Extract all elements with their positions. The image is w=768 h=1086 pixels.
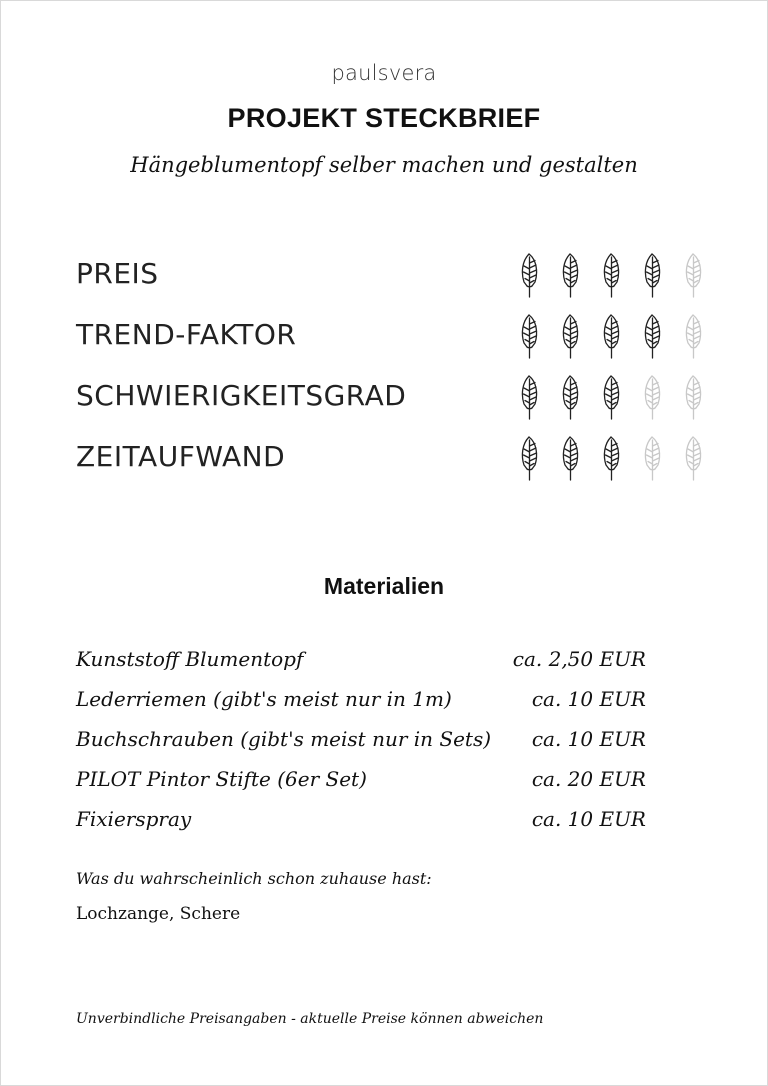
feather-icon bbox=[598, 251, 624, 299]
material-price: ca. 10 EUR bbox=[531, 807, 646, 831]
page-subtitle: Hängeblumentopf selber machen und gestalten bbox=[130, 153, 638, 177]
material-price: ca. 2,50 EUR bbox=[512, 647, 646, 671]
feather-icon bbox=[639, 251, 665, 299]
feather-icon bbox=[516, 373, 542, 421]
material-item bbox=[76, 687, 646, 719]
rating-row-zeitaufwand bbox=[76, 434, 716, 482]
rating-row-preis bbox=[76, 251, 716, 299]
page-title: PROJEKT STECKBRIEF bbox=[227, 103, 541, 133]
material-item bbox=[76, 807, 646, 839]
material-item bbox=[76, 727, 646, 759]
material-price: ca. 10 EUR bbox=[531, 727, 646, 751]
materials-heading: Materialien bbox=[323, 573, 445, 599]
rating-row-schwierigkeitsgrad bbox=[76, 373, 716, 421]
rating-label: PREIS bbox=[76, 257, 159, 290]
brand-name: paulsvera bbox=[331, 61, 437, 85]
rating-row-trend-faktor bbox=[76, 312, 716, 360]
feather-icon-empty bbox=[639, 373, 665, 421]
material-price: ca. 20 EUR bbox=[531, 767, 646, 791]
feather-icon bbox=[557, 434, 583, 482]
feather-icon-empty bbox=[639, 434, 665, 482]
price-disclaimer: Unverbindliche Preisangaben - aktuelle Preise können abweichen bbox=[76, 1011, 544, 1027]
material-item bbox=[76, 767, 646, 799]
feather-icon-empty bbox=[680, 312, 706, 360]
feather-icon-empty bbox=[680, 373, 706, 421]
material-item bbox=[76, 647, 646, 679]
feather-icon-empty bbox=[680, 251, 706, 299]
feather-icon bbox=[598, 312, 624, 360]
feather-icon bbox=[557, 373, 583, 421]
feather-icon bbox=[516, 251, 542, 299]
feather-icon bbox=[557, 312, 583, 360]
material-name: Fixierspray bbox=[76, 807, 192, 831]
material-name: PILOT Pintor Stifte (6er Set) bbox=[76, 767, 367, 791]
feather-icon bbox=[598, 434, 624, 482]
feather-icon bbox=[598, 373, 624, 421]
feather-icon bbox=[516, 312, 542, 360]
material-name: Kunststoff Blumentopf bbox=[76, 647, 304, 671]
rating-label: ZEITAUFWAND bbox=[76, 440, 286, 473]
material-price: ca. 10 EUR bbox=[531, 687, 646, 711]
rating-label: SCHWIERIGKEITSGRAD bbox=[76, 379, 407, 412]
at-home-heading: Was du wahrscheinlich schon zuhause hast: bbox=[76, 869, 432, 888]
material-name: Lederriemen (gibt's meist nur in 1m) bbox=[76, 687, 452, 711]
material-name: Buchschrauben (gibt's meist nur in Sets) bbox=[76, 727, 492, 751]
feather-icon bbox=[557, 251, 583, 299]
feather-icon bbox=[639, 312, 665, 360]
rating-label: TREND-FAKTOR bbox=[76, 318, 297, 351]
at-home-items: Lochzange, Schere bbox=[76, 904, 241, 924]
feather-icon bbox=[516, 434, 542, 482]
feather-icon-empty bbox=[680, 434, 706, 482]
